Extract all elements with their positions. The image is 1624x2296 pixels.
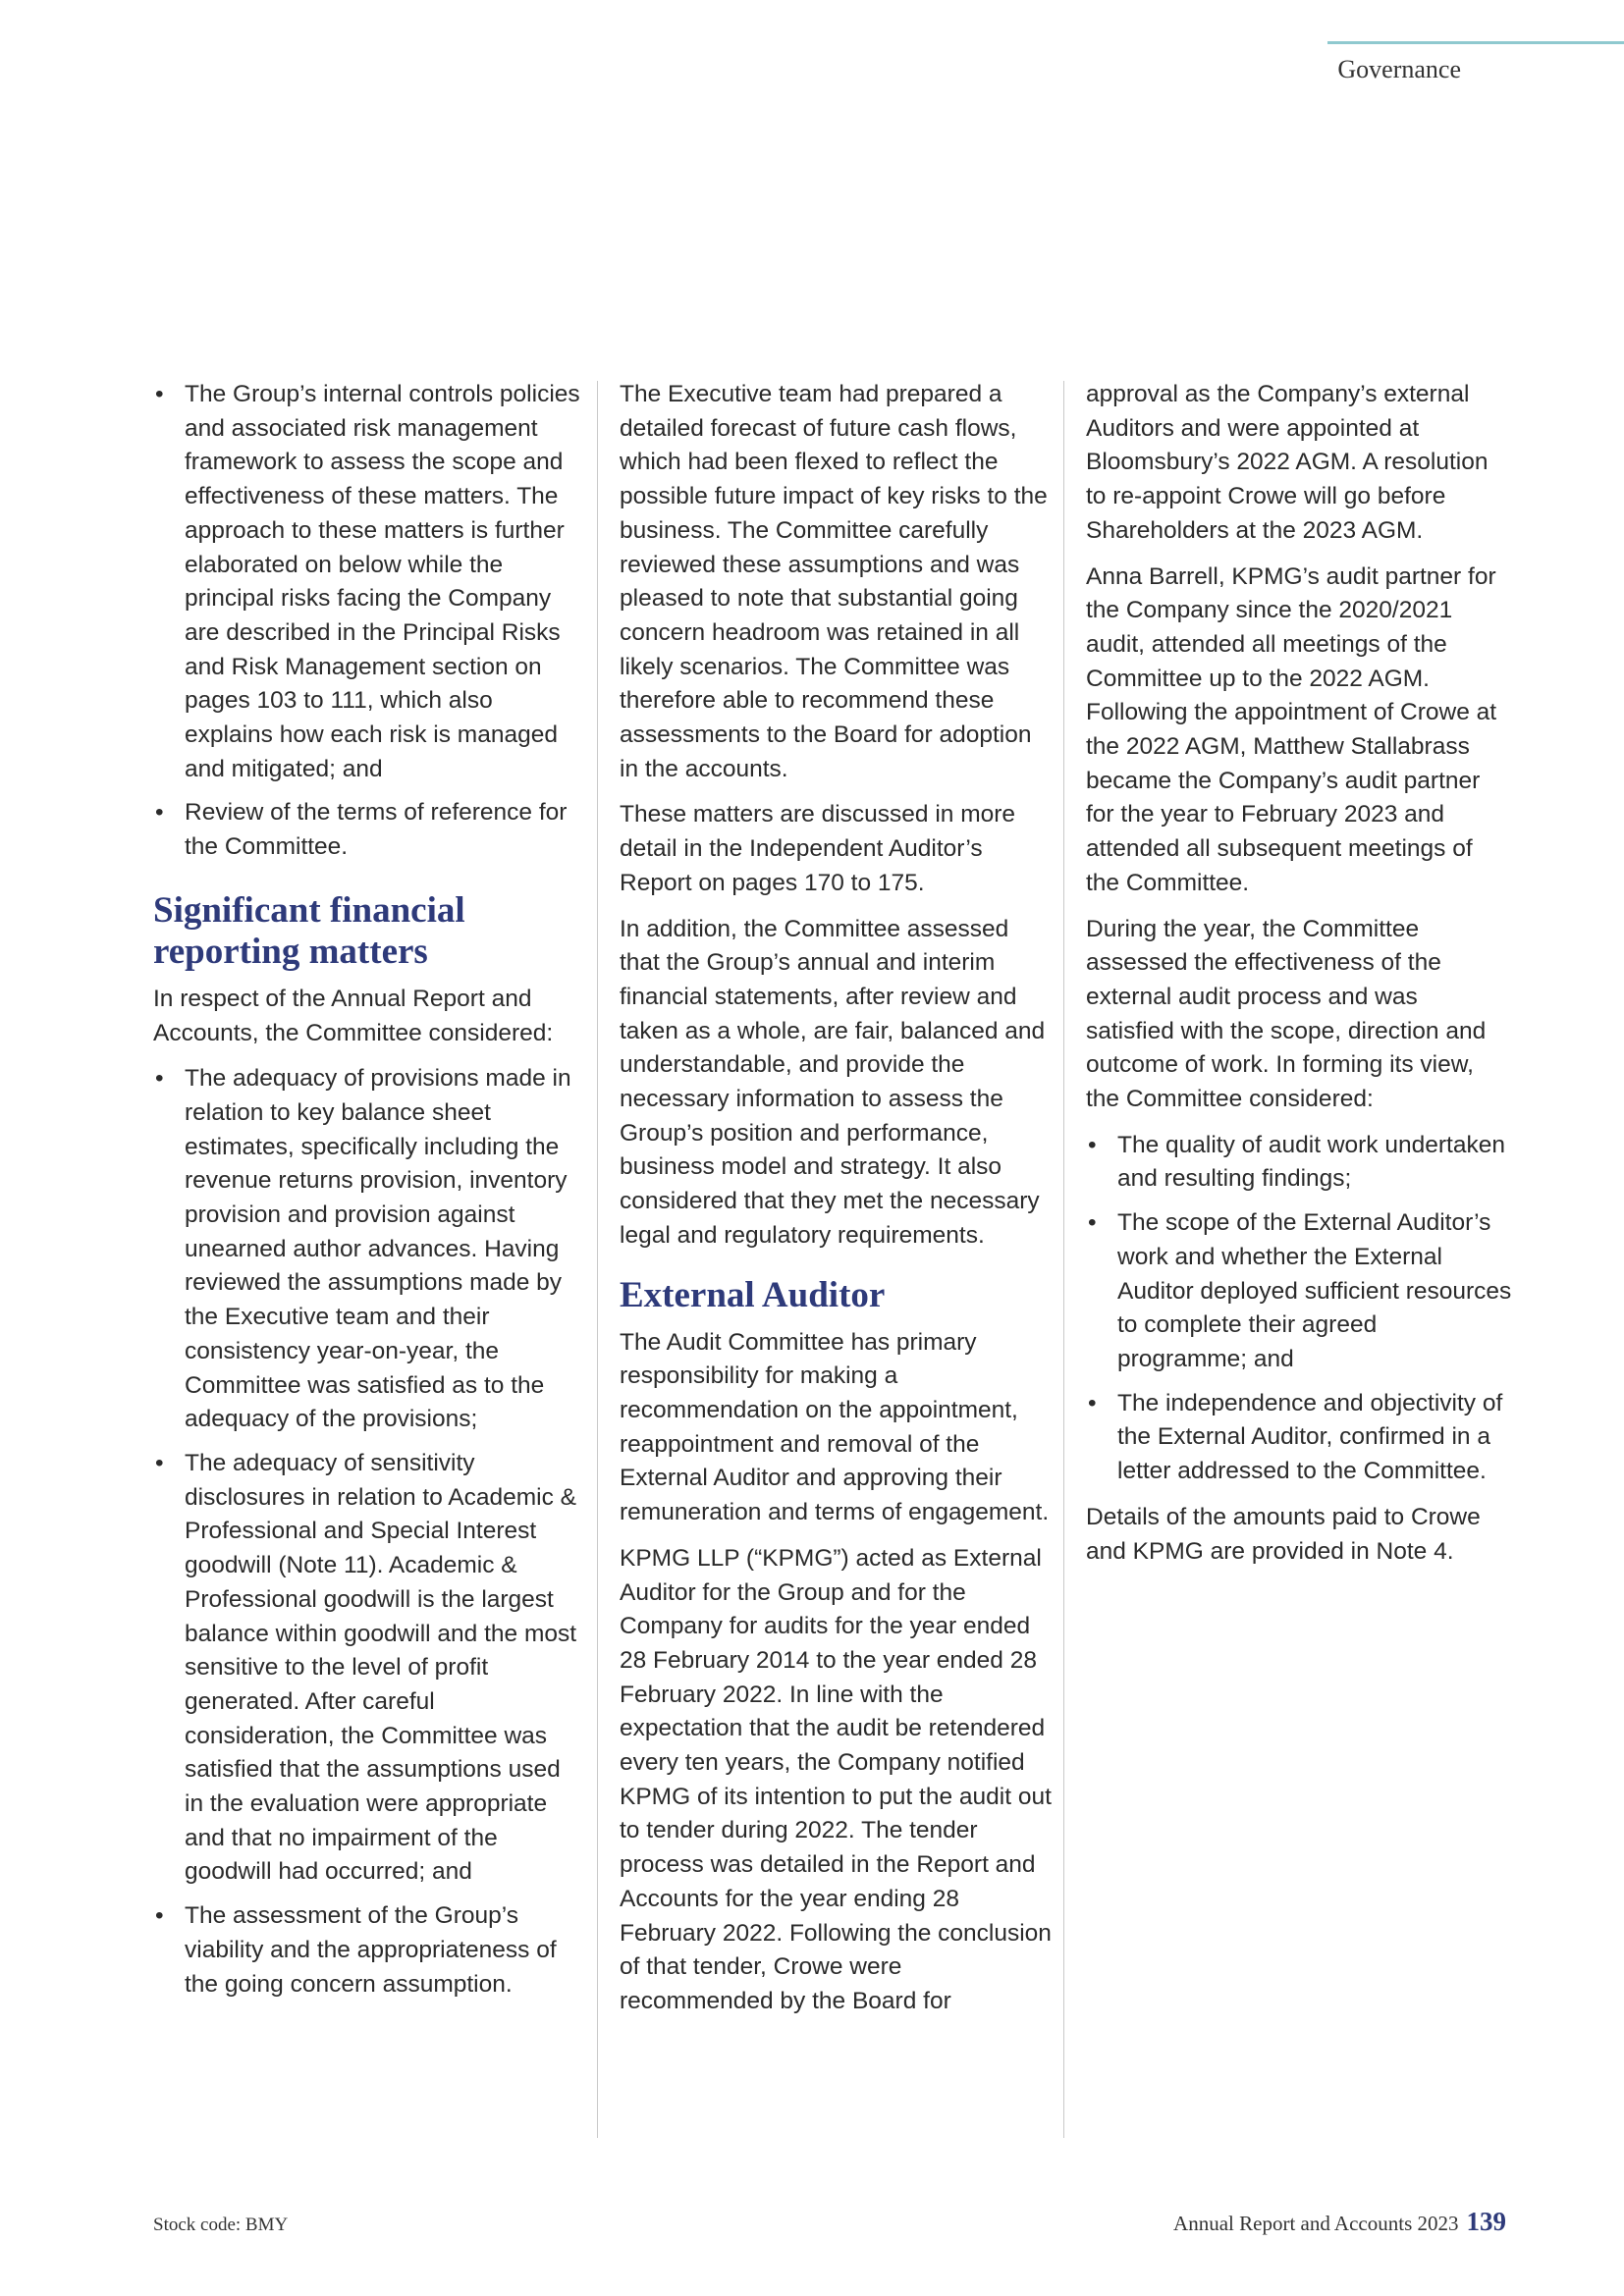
paragraph: Details of the amounts paid to Crowe and KPMG are provided in Note 4. bbox=[1086, 1503, 1481, 1565]
paragraph: The Audit Committee has primary responsibility for making a recommendation on the appointment, reappointment and removal of the External Auditor and approving their remuneration and terms of engagement. bbox=[620, 1328, 1050, 1526]
column-divider bbox=[1063, 381, 1064, 2138]
list-item: • Review of the terms of reference for the Committee. bbox=[153, 796, 581, 864]
bullet-list-matters bbox=[153, 1062, 581, 2002]
paragraph: KPMG LLP (“KPMG”) acted as External Auditor for the Group and for the Company for audits for the year ended 28 February 2014 to the year ended 28 February 2022. In line with the expectation that the audit be retendered every ten years, the Company notified KPMG of its intention to put the audit out to tender during 2022. The tender process was detailed in the Report and Accounts for the year ending 28 February 2022. Following the conclusion of that tender, Crowe were recommended by the Board for bbox=[620, 1544, 1052, 2014]
column-3 bbox=[1086, 378, 1512, 1580]
column-1 bbox=[153, 378, 581, 2013]
paragraph: In respect of the Annual Report and Accounts, the Committee considered: bbox=[153, 985, 554, 1046]
list-item: • The quality of audit work undertaken and resulting findings; bbox=[1086, 1129, 1512, 1197]
heading-significant-financial-reporting: Significant financial reporting matters bbox=[153, 889, 465, 972]
stock-code: Stock code: BMY bbox=[153, 2215, 289, 2235]
report-title: Annual Report and Accounts 2023 bbox=[1173, 2212, 1459, 2235]
list-item: • The scope of the External Auditor’s work and whether the External Auditor deployed sufficient resources to complete their agreed programme; and bbox=[1086, 1206, 1512, 1377]
page-number: 139 bbox=[1466, 2207, 1506, 2236]
list-item: • The Group’s internal controls policies and associated risk management framework to assess the scope and effectiveness of these matters. The approach to these matters is further elaborated on below while the principal risks facing the Company are described in the Principal Risks and Risk Management section on pages 103 to 111, which also explains how each risk is managed and mitigated; and bbox=[153, 378, 581, 786]
paragraph: approval as the Company’s external Auditors and were appointed at Bloomsbury’s 2022 AGM. A resolution to re-appoint Crowe will go before Shareholders at the 2023 AGM. bbox=[1086, 381, 1489, 544]
section-label: Governance bbox=[1337, 55, 1461, 83]
column-divider bbox=[597, 381, 598, 2138]
header-accent-rule bbox=[1327, 41, 1624, 44]
list-item: • The assessment of the Group’s viability and the appropriateness of the going concern assumption. bbox=[153, 1899, 581, 2002]
list-item: • The adequacy of provisions made in relation to key balance sheet estimates, specifically including the revenue returns provision, inventory provision and provision against unearned author advances. Having reviewed the assumptions made by the Executive team and their consistency year-on-year, the Committee was satisfied as to the adequacy of the provisions; bbox=[153, 1062, 581, 1437]
paragraph: These matters are discussed in more detail in the Independent Auditor’s Report on pages 170 to 175. bbox=[620, 801, 1016, 896]
column-2 bbox=[620, 378, 1052, 2031]
bullet-list-considerations bbox=[1086, 1129, 1512, 1489]
paragraph: In addition, the Committee assessed that the Group’s annual and interim financial statements, after review and taken as a whole, are fair, balanced and understandable, and provide the necessary information to assess the Group’s position and performance, business model and strategy. It also considered that they met the necessary legal and regulatory requirements. bbox=[620, 915, 1046, 1249]
list-item: • The independence and objectivity of the External Auditor, confirmed in a letter addressed to the Committee. bbox=[1086, 1387, 1512, 1489]
heading-external-auditor: External Auditor bbox=[620, 1274, 886, 1315]
paragraph: Anna Barrell, KPMG’s audit partner for the Company since the 2020/2021 audit, attended all meetings of the Committee up to the 2022 AGM. Following the appointment of Crowe at the 2022 AGM, Matthew Stallabrass became the Company’s audit partner for the year to February 2023 and attended all subsequent meetings of the Committee. bbox=[1086, 562, 1497, 896]
list-item: • The adequacy of sensitivity disclosures in relation to Academic & Professional and Special Interest goodwill (Note 11). Academic & Professional goodwill is the largest balance within goodwill and the most sensitive to the level of profit generated. After careful consideration, the Committee was satisfied that the assumptions used in the evaluation were appropriate and that no impairment of the goodwill had occurred; and bbox=[153, 1447, 581, 1890]
bullet-list-top bbox=[153, 378, 581, 865]
footer-report-info bbox=[1173, 2207, 1506, 2237]
paragraph: During the year, the Committee assessed the effectiveness of the external audit process and was satisfied with the scope, direction and outcome of work. In forming its view, the Committee considered: bbox=[1086, 915, 1487, 1113]
paragraph: The Executive team had prepared a detailed forecast of future cash flows, which had been flexed to reflect the possible future impact of key risks to the business. The Committee carefully reviewed these assumptions and was pleased to note that substantial going concern headroom was retained in all likely scenarios. The Committee was therefore able to recommend these assessments to the Board for adoption in the accounts. bbox=[620, 381, 1048, 782]
